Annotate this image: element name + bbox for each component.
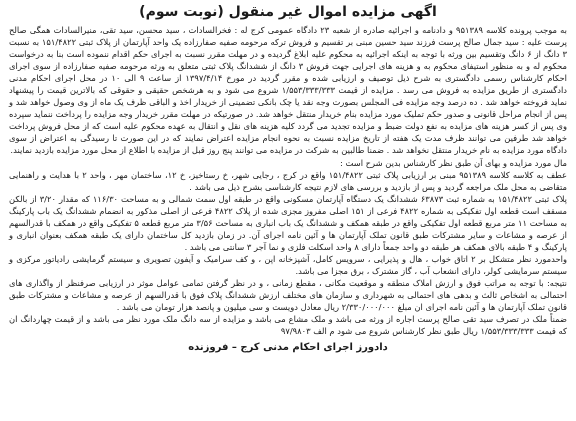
notice-paragraph-unit-description: واحدمورد نظر متشکل بر ۲ اتاق خواب ، هال و پذیرایی ، سرویس کامل، آشپزخانه اپن ، و کف سرامیک و آیفون تصویری و سیستم گرمایشی رادیاتور مرکزی و سیستم سرمایشی کولر، دارای انشعاب آب ، گاز مشترک ، برق مجزا می باشد. <box>9 253 567 276</box>
notice-title: اگهی مزایده اموال غیر منقول (نوبت سوم) <box>139 4 437 20</box>
notice-paragraph-property-heading: مال مورد مزایده و بهای آن طبق نظر کارشناس بدین شرح است : <box>340 157 567 168</box>
notice-paragraph-valuation-result: نتیجه: با توجه به مراتب فوق و ارزش املاک منطقه و موقعیت مکانی ، مقطع زمانی ، و در نظر گرفتن تمامی عوامل موثر در ارزیابی صرفنظر از واگذاری های احتمالی به اشخاص ثالث و بدهی های احتمالی به شهرداری و سازمان های مختلف ارزش ششدانگ پلاک فوق با قدرالسهم از عرصه و مشاعات و مشترکات طبق قانون تملک آپارتمان ها و آئین نامه اجرای ان مبلغ ۲/۳۳۰/۰۰۰/۰۰۰ ریال معادل دویست و سی میلیون و پانصد هزار تومان می باشد . <box>9 277 567 313</box>
notice-signature: دادورز اجرای احکام مدنی کرج – فروزنده <box>188 342 388 354</box>
notice-paragraph-plot-description: پلاک ثبتی ۱۵۱/۴۸۲۲ به شماره ثبت ۶۳۸۷۳ ششدانگ یک دستگاه آپارتمان مسکونی واقع در طبقه اول سمت شمالی و به مساحت ۱۱۶/۳۰ که مقدار ۳/۲۰ از بالکن مسقف است قطعه اول تفکیکی به شماره ۴۸۲۲ فرعی از ۱۵۱ اصلی مفروز مجزی شده از پلاک ۴۸۲۲ فرعی از اصلی مذکور به انضمام ششدانگ یک باب پارکینگ به مساحت ۱۱ متر مربع قطعه اول تفکیکی واقع در طبقه همکف و ششدانگ یک باب انباری به مساحت ۳/۵۶ متر مربع قطعه ۵ تفکیکی واقع در همکف با قدرالسهم از عرصه و مشاعات و سایر مشترکات طبق قانون تملک آپارتمان ها و آئین نامه اجرای آن. در زمان بازدید کل ساختمان دارای یک طبقه همکف بعنوان انباری و پارکینگ و ۴ طبقه بالای همکف هر طبقه دو واحد جمعاً دارای ۸ واحد اسکلت فلزی و نما آجر ۳ سانتی می باشد . <box>9 193 568 252</box>
notice-paragraph-occupancy-note: ضمناً ملک در تصرف سید تقی صالح پرست اجاره از ورثه می باشد و ملک مشاع می باشد و مزایده از سه دانگ ملک مورد نظر می باشد و از قیمت چهاردانگ ان که قیمت ۱/۵۵۳/۳۳۳/۳۳۳ ریال طبق نظر کارشناس شروع می شود م الف ۹۷/۹۸۰۳ <box>9 314 567 337</box>
notice-paragraph-reference: عطف به کلاسه کلاسه ۹۵۱۳۸۹ مبنی بر ارزیابی پلاک ثبتی ۱۵۱/۴۸۲۲ واقع در کرج ، رجایی شهر، خ رستاخیز، خ ۱۲، ساختمان مهر ، واحد ۲ با هدایت و راهنمایی متقاضی به محل ملک مراجعه گردید و پس از بازدید و بررسی های لازم نتیجه کارشناسی بشرح ذیل می باشد . <box>9 169 567 192</box>
notice-paragraph-intro: به موجب پرونده کلاسه ۹۵۱۳۸۹ و دادنامه و اجرائیه صادره از شعبه ۲۳ دادگاه عمومی کرج له : فخرالسادات ، سید محسن، سید تقی، منیرالسادات همگی صالح پرست علیه : سید جمال صالح پرست فرزند سید حسین مبنی بر تقسیم و فروش ترکه مرحومه صفیه صفارزاده یک واحد آپارتمان از پلاک ثبتی ۱۵۱/۴۸۲۲ به نسبت ۳ دانگ از ۶ دانگ وتقسیم بین ورثه با توجه به اینکه اجرائیه به محکوم علیه ابلاغ گردیده و در مهلت مقرر نسبت به اجرای حکم اقدام ننموده است بنا به درخواست محکوم له و به منظور استیفای محکوم به و هزینه های اجرایی جهت فروش ۳ دانگ از ششدانگ پلاک ثبتی متعلق به ورثه مرحومه صفیه صفارزاده از سوی اجرای احکام کارشناس رسمی دادگستری به شرح ذیل توصیف و ارزیابی شده و مقرر گردید در مورخ ۱۳۹۷/۴/۱۴ از ساعت ۹ الی ۱۰ در محل اجرای احکام مدنی دادگستری از طریق مزایده به فروش می رسد . مزایده از قیمت ۱/۵۵۳/۳۳۳/۳۳۳ شروع می شود و به هرشخص حقیقی و حقوقی که بالاترین قیمت را پیشنهاد نماید فروخته خواهد شد . ده درصد وجه مزایده فی المجلس بصورت وجه نقد یا چک بانکی تضمینی از خریدار اخذ و الباقی ظرف یک ماه از وی وصول خواهد شد و پس از انجام مراحل قانونی و صدور حکم تملیک مورد مزایده بنام خریدار منتقل خواهد شد. در صورتیکه در مهلت مقرر خریدار وجه مزایده را پرداخت ننماید سپرده وی پس از کسر هزینه های مزایده به نفع دولت ضبط و مزایده تجدید می گردد کلیه هزینه های نقل و انتقال به عهده محکوم علیه است که از محل فروش پرداخت خواهد شد طرفین می توانند ظرف مدت یک هفته از تاریخ مزایده نسبت به نحوه انجام مزایده اعتراض نمایند که در این صورت تا رسیدگی به اعتراض از سوی دادگاه مورد مزایده به نام خریدار منتقل نخواهد شد . ضمنا طالبین به شرکت در مزایده می توانند پنج روز قبل از مزایده با اطلاع از محل مورد مزایده بازدید نمایند. <box>9 25 568 156</box>
